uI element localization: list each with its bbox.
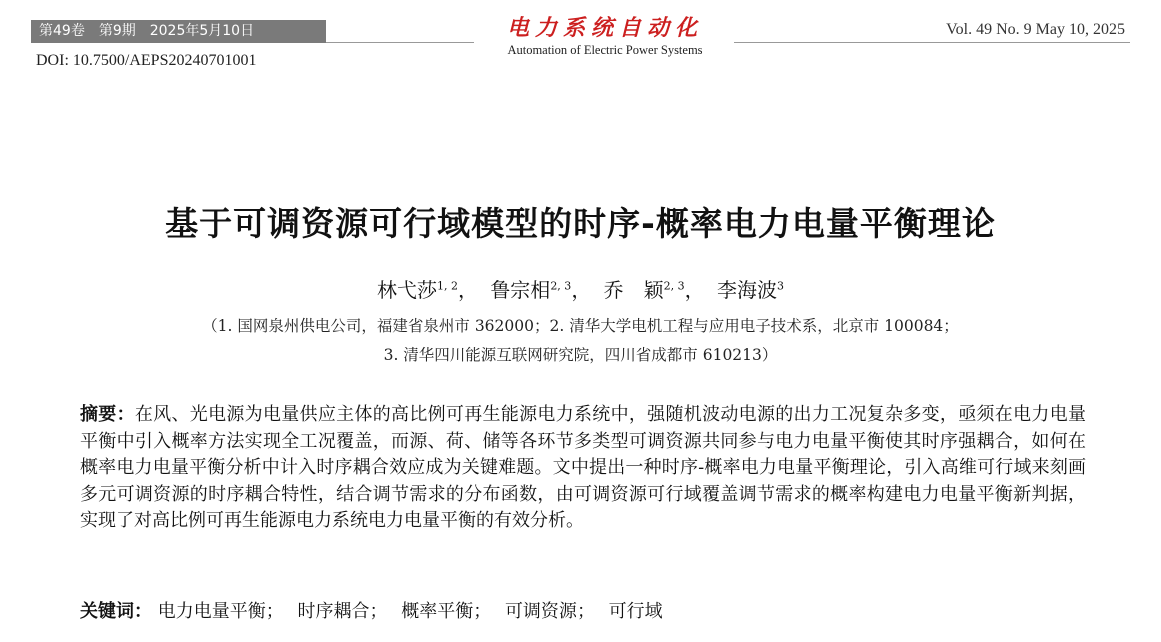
doi: [36, 52, 256, 70]
author-affiliation-marker: 2, 3: [550, 279, 572, 293]
journal-name-cn: 电力系统自动化: [506, 15, 703, 41]
keyword-separator: ；: [576, 601, 595, 622]
doi-label: DOI:: [36, 52, 69, 69]
author-separator: ，: [457, 278, 478, 302]
journal-name-en: Automation of Electric Power Systems: [507, 43, 703, 57]
abstract-label: 摘要：: [80, 404, 135, 425]
author-name: 鲁宗相: [490, 278, 551, 302]
keyword: 概率平衡: [401, 601, 474, 622]
abstract: [80, 402, 1086, 535]
keyword: 可调资源: [504, 601, 577, 622]
keywords: [80, 597, 1086, 623]
author-name: 李海波: [717, 278, 778, 302]
journal-logo: [478, 14, 732, 58]
keyword-separator: ；: [369, 601, 388, 622]
author-affiliation-marker: 2, 3: [663, 279, 685, 293]
header-rule-left: [326, 42, 474, 43]
keywords-label: 关键词：: [80, 601, 152, 622]
author-affiliation-marker: 1, 2: [436, 279, 458, 293]
author-separator: ，: [684, 278, 705, 302]
author-name: 乔 颖: [603, 278, 664, 302]
keyword: 电力电量平衡: [157, 601, 266, 622]
keyword-separator: ；: [473, 601, 492, 622]
header-rule-right: [734, 42, 1130, 43]
author-separator: ，: [571, 278, 592, 302]
keyword-separator: ；: [265, 601, 284, 622]
issue-badge: 第49卷 第9期 2025年5月10日: [31, 20, 326, 43]
keyword: 可行域: [608, 601, 663, 622]
author-name: 林弋莎: [376, 278, 437, 302]
author-list: [0, 274, 1161, 303]
paper-title: 基于可调资源可行域模型的时序-概率电力电量平衡理论: [165, 204, 996, 243]
affiliations-line-2: 3. 清华四川能源互联网研究院，四川省成都市 610213）: [383, 346, 778, 364]
author-affiliation-marker: 3: [777, 279, 785, 293]
keyword: 时序耦合: [297, 601, 370, 622]
doi-value: 10.7500/AEPS20240701001: [72, 52, 257, 69]
abstract-text: 在风、光电源为电量供应主体的高比例可再生能源电力系统中，强随机波动电源的出力工况复杂多变，亟须在电力电量平衡中引入概率方法实现全工况覆盖，而源、荷、储等各环节多类型可调资源共同参与电力电量平衡使其时序强耦合，如何在概率电力电量平衡分析中计入时序耦合效应成为关键难题。文中提出一种时序-概率电力电量平衡理论，引入高维可行域来刻画多元可调资源的时序耦合特性，结合调节需求的分布函数，由可调资源可行域覆盖调节需求的概率构建电力电量平衡新判据，实现了对高比例可再生能源电力系统电力电量平衡的有效分析。: [80, 404, 1086, 531]
affiliations-line-1: （1. 国网泉州供电公司，福建省泉州市 362000；2. 清华大学电机工程与应用电子技术系，北京市 100084；: [202, 317, 959, 335]
volume-info: Vol. 49 No. 9 May 10, 2025: [946, 21, 1125, 38]
